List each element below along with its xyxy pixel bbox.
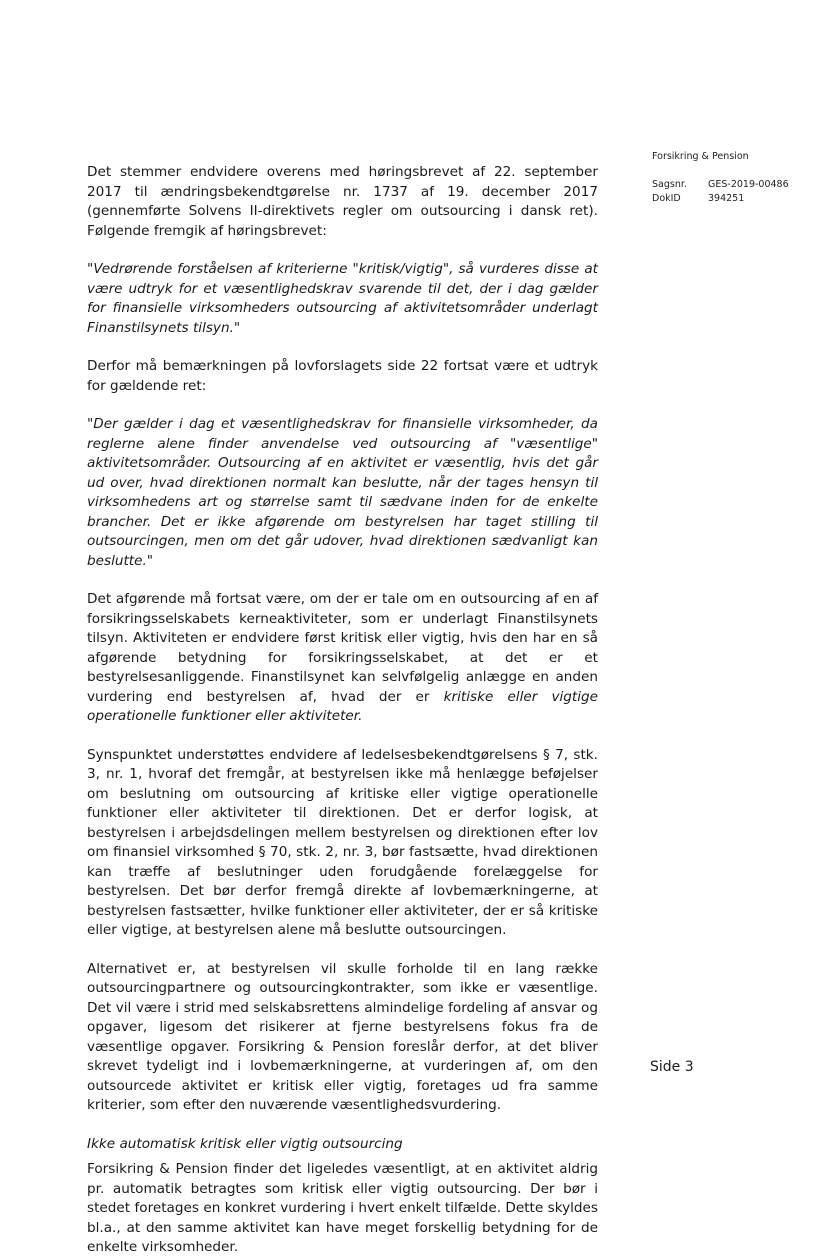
document-reference-block: [652, 150, 789, 206]
paragraph-hearing-letter: Det stemmer endvidere overens med høringsbrevet af 22. september 2017 til ændringsbekendtgørelse nr. 1737 af 19. december 2017 (gennemførte Solvens II-direktivets regler om outsourcing i dansk ret). Følgende fremgik af høringsbrevet:: [87, 164, 598, 239]
paragraph-alternative: Alternativet er, at bestyrelsen vil skulle forholde til en lang række outsourcingpartnere og outsourcingkontrakter, som ikke er væsentlige. Det vil være i strid med selskabsrettens almindelige fordeling af ansvar og opgaver, ligesom det risikerer at fjerne bestyrelsens fokus fra de væsentlige opgaver. Forsikring & Pension foreslår derfor, at det bliver skrevet tydeligt ind i lovbemærkningerne, at vurderingen af, om den outsourcede aktivitet er kritisk eller vigtig, foretages ud fra samme kriterier, som efter den nuværende væsentlighedsvurdering.: [87, 960, 598, 1113]
document-id-label: DokID: [652, 193, 681, 204]
section-heading: Ikke automatisk kritisk eller vigtig outsourcing: [87, 1135, 403, 1152]
quote-hearing-letter: "Vedrørende forståelsen af kriterierne "kritisk/vigtig", så vurderes disse at være udtryk for et væsentlighedskrav svarende til det, der i dag gælder for finansielle virksomheders outsourcing af aktivitetsområder underlagt Finanstilsynets tilsyn.": [87, 261, 598, 336]
document-id-row: [652, 192, 789, 206]
case-number-label: Sagsnr.: [652, 179, 687, 190]
page-number: Side 3: [650, 1059, 694, 1075]
paragraph-bill-remark: Derfor må bemærkningen på lovforslagets side 22 fortsat være et udtryk for gældende ret:: [87, 358, 598, 394]
paragraph-core-activities-text: Det afgørende må fortsat være, om der er tale om en outsourcing af en af forsikringsselskabets kerneaktiviteter, som er underlagt Finanstilsynets tilsyn. Aktiviteten er endvidere først kritisk eller vigtig, hvis den har en så afgørende betydning for forsikringsselskabet, at det er et bestyrelsesanliggende. Finanstilsynet kan selvfølgelig anlægge en anden vurdering end bestyrelsen af, hvad der er: [87, 591, 598, 705]
document-body: [87, 163, 598, 1258]
case-number-value: GES-2019-00486: [708, 179, 789, 190]
paragraph-specific-assessment: Forsikring & Pension finder det ligeledes væsentligt, at en aktivitet aldrig pr. automatik betragtes som kritisk eller vigtig outsourcing. Der bør i stedet foretages en konkret vurdering i hvert enkelt tilfælde. Dette skyldes bl.a., at den samme aktivitet kan have meget forskellig betydning for de enkelte virksomheder.: [87, 1161, 598, 1255]
document-id-value: 394251: [708, 193, 745, 204]
case-number-row: [652, 178, 789, 192]
organization-name: Forsikring & Pension: [652, 151, 749, 162]
paragraph-core-activities-emphasis: kritiske eller vigtige operationelle funktioner eller aktiviteter.: [87, 688, 598, 724]
quote-bill-remark: "Der gælder i dag et væsentlighedskrav for finansielle virksomheder, da reglerne alene finder anvendelse ved outsourcing af "væsentlige" aktivitetsområder. Outsourcing af en aktivitet er væsentlig, hvis det går ud over, hvad direktionen normalt kan beslutte, når der tages hensyn til virksomhedens art og størrelse samt til sædvane inden for de enkelte brancher. Det er ikke afgørende om bestyrelsen har taget stilling til outsourcingen, men om det går udover, hvad direktionen sædvanligt kan beslutte.": [87, 416, 598, 569]
paragraph-management-order: Synspunktet understøttes endvidere af ledelsesbekendtgørelsens § 7, stk. 3, nr. 1, hvoraf det fremgår, at bestyrelsen ikke må henlægge beføjelser om beslutning om outsourcing af kritiske eller vigtige operationelle funktioner eller aktiviteter til direktionen. Det er derfor logisk, at bestyrelsen i arbejdsdelingen mellem bestyrelsen og direktionen efter lov om finansiel virksomhed § 70, stk. 2, nr. 3, bør fastsætte, hvad direktionen kan træffe af beslutninger uden forudgående forelæggelse for bestyrelsen. Det bør derfor fremgå direkte af lovbemærkningerne, at bestyrelsen fastsætter, hvilke funktioner eller aktiviteter, der er så kritiske eller vigtige, at bestyrelsen alene må beslutte outsourcingen.: [87, 746, 598, 938]
paragraph-core-activities: [87, 590, 598, 727]
